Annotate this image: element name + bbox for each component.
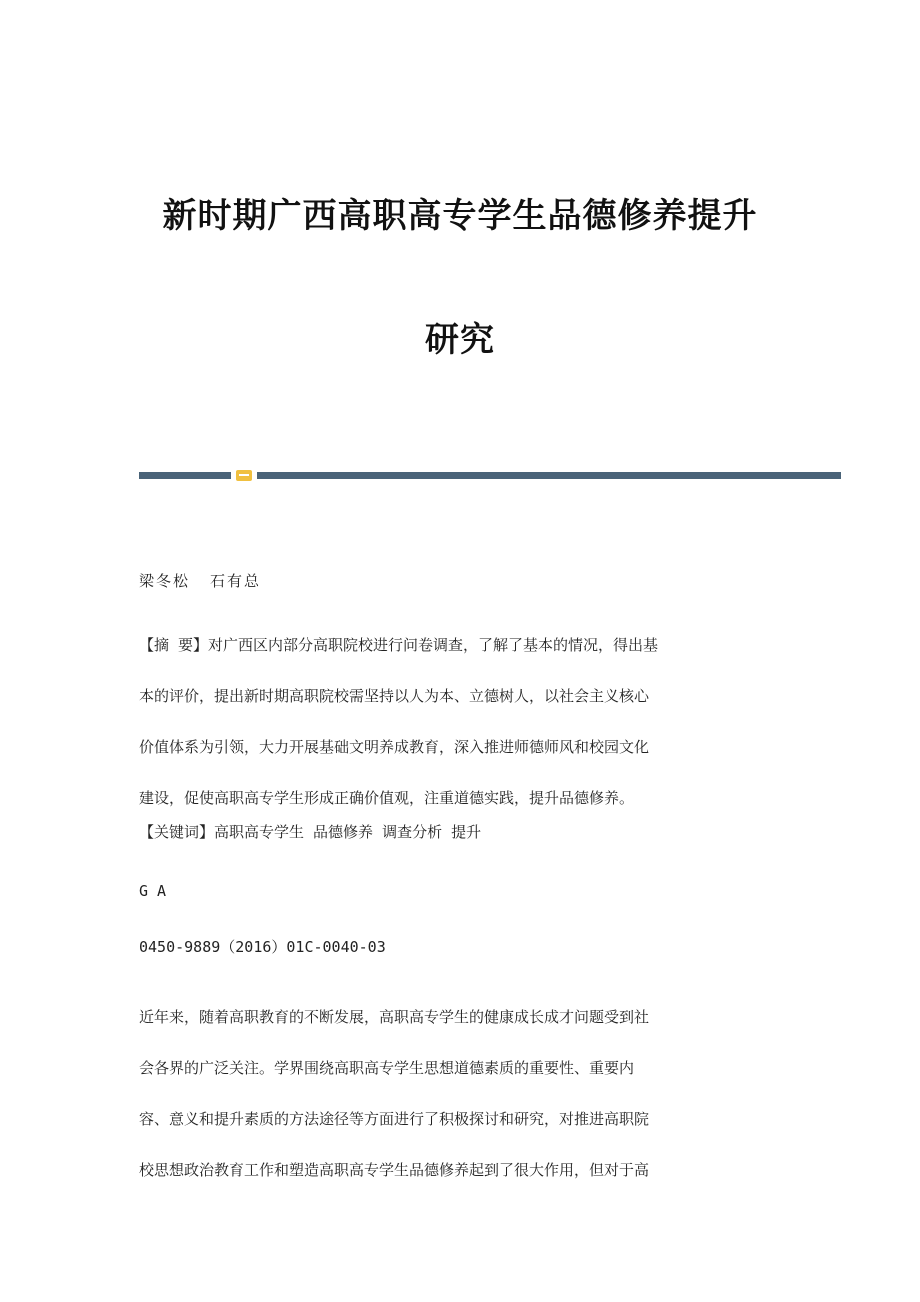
abstract-line: 【摘 要】对广西区内部分高职院校进行问卷调查，了解了基本的情况，得出基 — [139, 636, 659, 654]
keywords-line: 【关键词】高职高专学生 品德修养 调查分析 提升 — [139, 823, 482, 841]
body-line: 会各界的广泛关注。学界围绕高职高专学生思想道德素质的重要性、重要内 — [139, 1059, 635, 1077]
body-line: 容、意义和提升素质的方法途径等方面进行了积极探讨和研究，对推进高职院 — [139, 1110, 650, 1128]
divider-bar-left — [139, 472, 231, 479]
classification-code: G A — [139, 882, 167, 900]
author-list — [139, 571, 784, 591]
envelope-icon — [236, 470, 252, 481]
document-title-line-1: 新时期广西高职高专学生品德修养提升 — [162, 196, 758, 236]
author-name: 石有总 — [210, 572, 262, 590]
abstract-line: 价值体系为引领，大力开展基础文明养成教育，深入推进师德师风和校园文化 — [139, 738, 650, 756]
abstract-line: 建设，促使高职高专学生形成正确价值观，注重道德实践，提升品德修养。 — [139, 789, 635, 807]
body-paragraph — [139, 992, 784, 1196]
document-title-line-2: 研究 — [425, 320, 495, 360]
body-line: 校思想政治教育工作和塑造高职高专学生品德修养起到了很大作用，但对于高 — [139, 1161, 650, 1179]
body-line: 近年来，随着高职教育的不断发展，高职高专学生的健康成长成才问题受到社 — [139, 1008, 650, 1026]
author-name: 梁冬松 — [139, 572, 191, 590]
abstract-line: 本的评价，提出新时期高职院校需坚持以人为本、立德树人，以社会主义核心 — [139, 687, 650, 705]
title-divider — [139, 471, 841, 480]
divider-bar-right — [257, 472, 841, 479]
abstract-section — [139, 620, 784, 824]
document-id: 0450-9889（2016）01C-0040-03 — [139, 938, 386, 956]
